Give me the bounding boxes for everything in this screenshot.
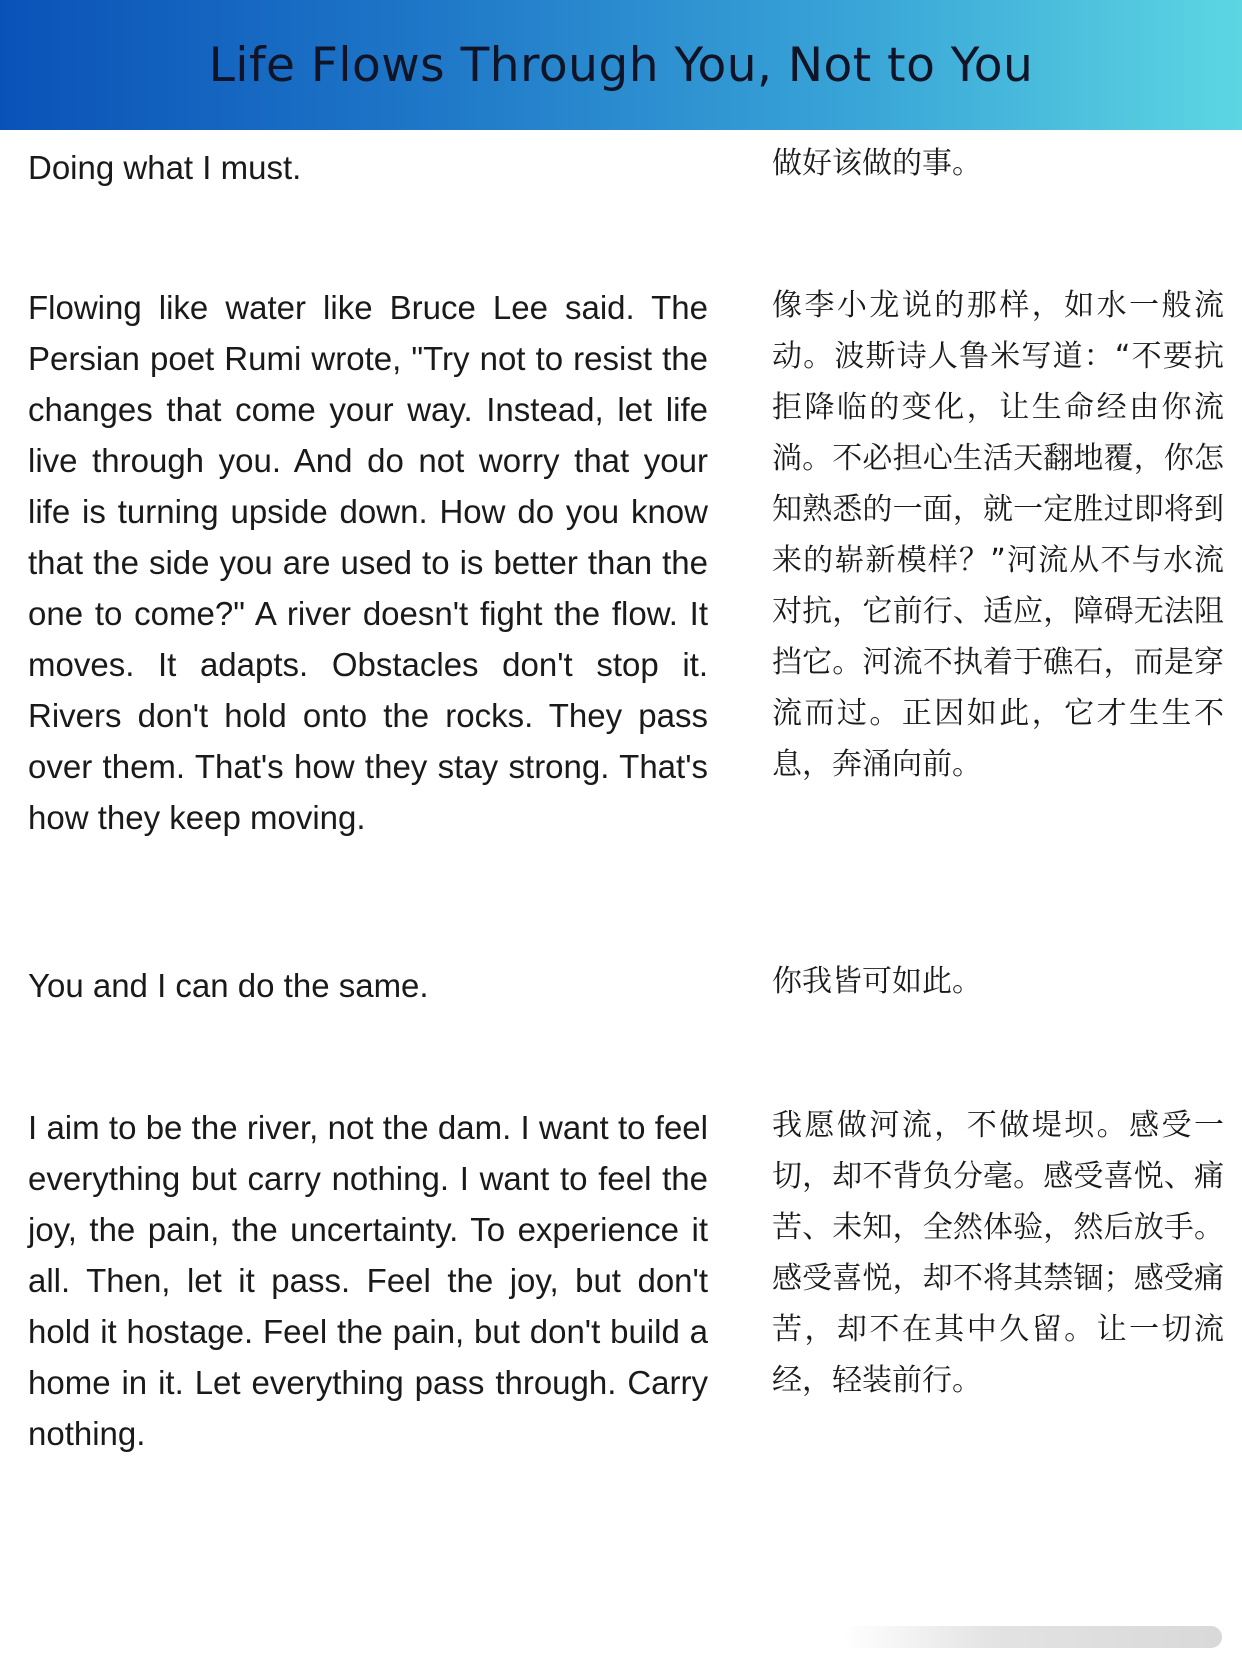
paragraph-zh-2: 像李小龙说的那样，如水一般流动。波斯诗人鲁米写道：“不要抗拒降临的变化，让生命经由你流淌。不必担心生活天翻地覆，你怎知熟悉的一面，就一定胜过即将到来的崭新模样？”河流从不与水流对抗，它前行、适应，障碍无法阻挡它。河流不执着于礁石，而是穿流而过。正因如此，它才生生不息，奔涌向前。 (772, 288, 1224, 782)
page-title: Life Flows Through You, Not to You (208, 37, 1034, 93)
paragraph-zh-4: 我愿做河流，不做堤坝。感受一切，却不背负分毫。感受喜悦、痛苦、未知，全然体验，然后放手。感受喜悦，却不将其禁锢；感受痛苦，却不在其中久留。让一切流经，轻装前行。 (772, 1108, 1224, 1398)
paragraph-en-4: I aim to be the river, not the dam. I want to feel everything but carry nothing. I want to feel the joy, the pain, the uncertainty. To experience it all. Then, let it pass. Feel the joy, but don't hold it hostage. Feel the pain, but don't build a home in it. Let everything pass through. Carry nothing. (28, 1109, 708, 1452)
watermark-bar (842, 1626, 1222, 1648)
paragraph-en-1: Doing what I must. (28, 149, 302, 186)
bilingual-content (0, 130, 1242, 1660)
paragraph-zh-1: 做好该做的事。 (772, 146, 982, 181)
page-header (0, 0, 1242, 130)
paragraph-en-3: You and I can do the same. (28, 967, 429, 1004)
paragraph-zh-3: 你我皆可如此。 (772, 964, 982, 999)
paragraph-en-2: Flowing like water like Bruce Lee said. The Persian poet Rumi wrote, "Try not to resist the changes that come your way. Instead, let life live through you. And do not worry that your life is turning upside down. How do you know that the side you are used to is better than the one to come?" A river doesn't fight the flow. It moves. It adapts. Obstacles don't stop it. Rivers don't hold onto the rocks. They pass over them. That's how they stay strong. That's how they keep moving. (28, 289, 708, 836)
